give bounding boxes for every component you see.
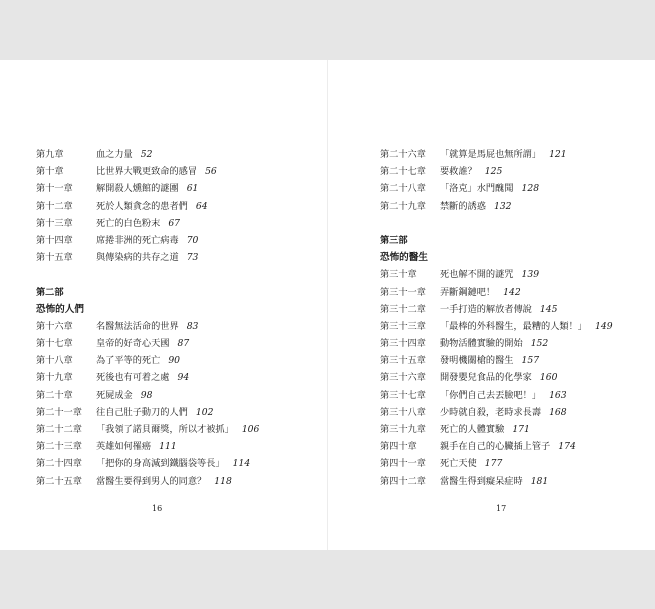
toc-entry	[380, 146, 650, 163]
chapter-page-number: 90	[168, 355, 181, 367]
chapter-title: 名醫無法活命的世界	[96, 320, 179, 332]
toc-entry	[380, 318, 650, 335]
chapter-page-number: 168	[549, 406, 567, 418]
chapter-page-number: 73	[186, 252, 199, 264]
chapter-number: 第三十八章	[380, 406, 426, 418]
chapter-number: 第十五章	[36, 252, 73, 264]
toc-entry	[36, 421, 321, 438]
toc-entry	[380, 266, 650, 283]
chapter-page-number: 52	[140, 149, 153, 160]
chapter-title: 「洛克」水門醜聞	[440, 183, 514, 195]
chapter-number: 第四十一章	[380, 458, 426, 470]
chapter-page-number: 139	[521, 269, 540, 281]
chapter-number: 第十七章	[36, 338, 73, 350]
chapter-number: 第三十七章	[380, 389, 426, 401]
toc-entry	[380, 438, 650, 455]
chapter-number: 第三十章	[380, 269, 417, 281]
chapter-number: 第三十二章	[380, 303, 426, 315]
chapter-page-number: 64	[195, 200, 208, 212]
chapter-title: 往自己肚子動刀的人們	[96, 406, 188, 418]
toc-entry	[380, 455, 650, 472]
chapter-page-number: 67	[168, 217, 181, 229]
chapter-number: 第三十六章	[380, 372, 426, 384]
chapter-page-number: 181	[530, 475, 549, 487]
chapter-title: 比世界大戰更致命的感冒	[96, 166, 198, 178]
toc-entry	[36, 198, 321, 215]
toc-entry	[36, 369, 321, 386]
toc-entry	[380, 284, 650, 301]
toc-entry	[380, 335, 650, 352]
chapter-title: 動物活體實驗的開始	[440, 338, 523, 350]
chapter-page-number: 174	[558, 441, 576, 453]
chapter-number: 第二十六章	[380, 149, 426, 160]
toc-entry	[380, 198, 650, 215]
chapter-number: 第二十四章	[36, 458, 82, 470]
toc-entry	[36, 438, 321, 455]
chapter-number: 第二十五章	[36, 475, 82, 487]
chapter-page-number: 114	[232, 458, 251, 470]
chapter-title: 為了平等的死亡	[96, 355, 161, 367]
toc-entry	[36, 215, 321, 232]
chapter-number: 第二十九章	[380, 200, 426, 212]
chapter-number: 第二十七章	[380, 166, 426, 178]
chapter-number: 第十二章	[36, 200, 73, 212]
chapter-title: 「最棒的外科醫生，最糟的人類！」	[440, 320, 587, 332]
chapter-page-number: 152	[530, 338, 549, 350]
chapter-number: 第十八章	[36, 355, 73, 367]
chapter-title: 死於人類貪念的患者們	[96, 200, 188, 212]
chapter-title: 解開殺人燻館的謎團	[96, 183, 179, 195]
chapter-title: 皇帝的好奇心天國	[96, 338, 170, 350]
chapter-page-number: 56	[205, 166, 217, 178]
chapter-title: 禁斷的誘惑	[440, 200, 486, 212]
chapter-number: 第二十章	[36, 389, 73, 401]
chapter-page-number: 163	[549, 389, 567, 401]
chapter-title: 死亡的白色粉末	[96, 217, 161, 229]
chapter-title: 與傳染病的共存之道	[96, 252, 179, 264]
part-title: 恐怖的醫生	[380, 252, 428, 264]
toc-entry	[36, 249, 321, 266]
chapter-number: 第二十一章	[36, 406, 82, 418]
toc-entry	[36, 352, 321, 369]
chapter-title: 英雄如何罹癌	[96, 441, 152, 453]
book-gutter	[327, 60, 328, 550]
chapter-page-number: 132	[493, 200, 512, 212]
chapter-page-number: 125	[484, 166, 503, 178]
chapter-number: 第二十三章	[36, 441, 82, 453]
chapter-page-number: 145	[539, 303, 558, 315]
chapter-title: 「就算是馬屁也無所謂」	[440, 149, 542, 160]
chapter-number: 第十四章	[36, 234, 73, 246]
chapter-page-number: 160	[539, 372, 558, 384]
chapter-number: 第三十九章	[380, 424, 426, 435]
chapter-page-number: 102	[195, 406, 214, 418]
chapter-title: 弄斷鋼鏈吧！	[440, 286, 496, 298]
chapter-page-number: 70	[186, 234, 199, 246]
chapter-title: 少時就自殺，老時求長壽	[440, 406, 542, 418]
chapter-number: 第十三章	[36, 217, 73, 229]
toc-entry	[36, 473, 321, 490]
chapter-title: 開發嬰兒食品的化學家	[440, 372, 532, 384]
chapter-page-number: 121	[549, 149, 567, 160]
toc-entry	[36, 163, 321, 180]
toc-entry	[36, 387, 321, 404]
toc-entry	[36, 404, 321, 421]
section-spacer	[36, 266, 321, 283]
chapter-page-number: 118	[214, 475, 232, 487]
chapter-title: 發明機關槍的醫生	[440, 355, 514, 367]
toc-entry	[380, 352, 650, 369]
toc-entry	[380, 369, 650, 386]
chapter-page-number: 171	[512, 424, 530, 435]
toc-entry	[380, 404, 650, 421]
chapter-number: 第九章	[36, 149, 64, 160]
chapter-number: 第十章	[36, 166, 64, 178]
chapter-number: 第二十八章	[380, 183, 426, 195]
chapter-number: 第十六章	[36, 320, 73, 332]
part-title: 恐怖的人們	[36, 303, 84, 315]
chapter-title: 死屍成金	[96, 389, 133, 401]
chapter-number: 第三十一章	[380, 286, 426, 298]
chapter-page-number: 98	[140, 389, 153, 401]
chapter-title: 血之力量	[96, 149, 133, 160]
chapter-page-number: 61	[186, 183, 199, 195]
toc-entry	[380, 473, 650, 490]
chapter-page-number: 128	[521, 183, 540, 195]
chapter-page-number: 149	[595, 320, 613, 332]
chapter-title: 死後也有可着之處	[96, 372, 170, 384]
section-spacer	[380, 215, 650, 232]
toc-right-column	[380, 146, 650, 490]
part-number: 第三部	[380, 234, 408, 246]
chapter-number: 第四十章	[380, 441, 417, 453]
part-number: 第二部	[36, 286, 64, 298]
chapter-page-number: 157	[521, 355, 540, 367]
toc-entry	[380, 163, 650, 180]
toc-entry	[380, 421, 650, 438]
chapter-title: 當醫生要得到男人的同意？	[96, 475, 207, 487]
chapter-title: 死亡天使	[440, 458, 477, 470]
chapter-title: 一手打造的解放者傳說	[440, 303, 532, 315]
chapter-number: 第四十二章	[380, 475, 426, 487]
chapter-title: 「我領了諾貝爾獎，所以才被抓」	[96, 424, 234, 435]
toc-entry	[36, 146, 321, 163]
chapter-title: 「你們自己去丟臉吧！」	[440, 389, 542, 401]
toc-entry	[36, 335, 321, 352]
chapter-page-number: 83	[186, 320, 199, 332]
bottom-margin-band	[0, 550, 655, 609]
chapter-page-number: 87	[177, 338, 190, 350]
chapter-number: 第十一章	[36, 183, 73, 195]
chapter-page-number: 94	[177, 372, 190, 384]
chapter-title: 席捲非洲的死亡病毒	[96, 234, 179, 246]
chapter-number: 第三十五章	[380, 355, 426, 367]
chapter-title: 「把你的身高減到鐵腦袋等長」	[96, 458, 225, 470]
chapter-title: 死亡的人體實驗	[440, 424, 505, 435]
toc-left-column	[36, 146, 321, 490]
toc-entry	[36, 180, 321, 197]
toc-entry	[380, 387, 650, 404]
page-number-right: 17	[496, 504, 507, 513]
toc-entry	[380, 301, 650, 318]
chapter-number: 第十九章	[36, 372, 73, 384]
top-margin-band	[0, 0, 655, 60]
chapter-number: 第三十四章	[380, 338, 426, 350]
chapter-page-number: 111	[159, 441, 177, 453]
chapter-page-number: 142	[503, 286, 521, 298]
toc-entry	[36, 232, 321, 249]
chapter-page-number: 177	[484, 458, 503, 470]
toc-entry	[36, 455, 321, 472]
chapter-number: 第二十二章	[36, 424, 82, 435]
chapter-page-number: 106	[241, 424, 260, 435]
chapter-title: 要救誰？	[440, 166, 477, 178]
chapter-title: 當醫生得到癡呆症時	[440, 475, 523, 487]
toc-entry	[380, 180, 650, 197]
chapter-title: 死也解不開的謎咒	[440, 269, 514, 281]
chapter-number: 第三十三章	[380, 320, 426, 332]
chapter-title: 親手在自己的心臟插上管子	[440, 441, 551, 453]
page-number-left: 16	[152, 504, 163, 513]
toc-entry	[36, 318, 321, 335]
